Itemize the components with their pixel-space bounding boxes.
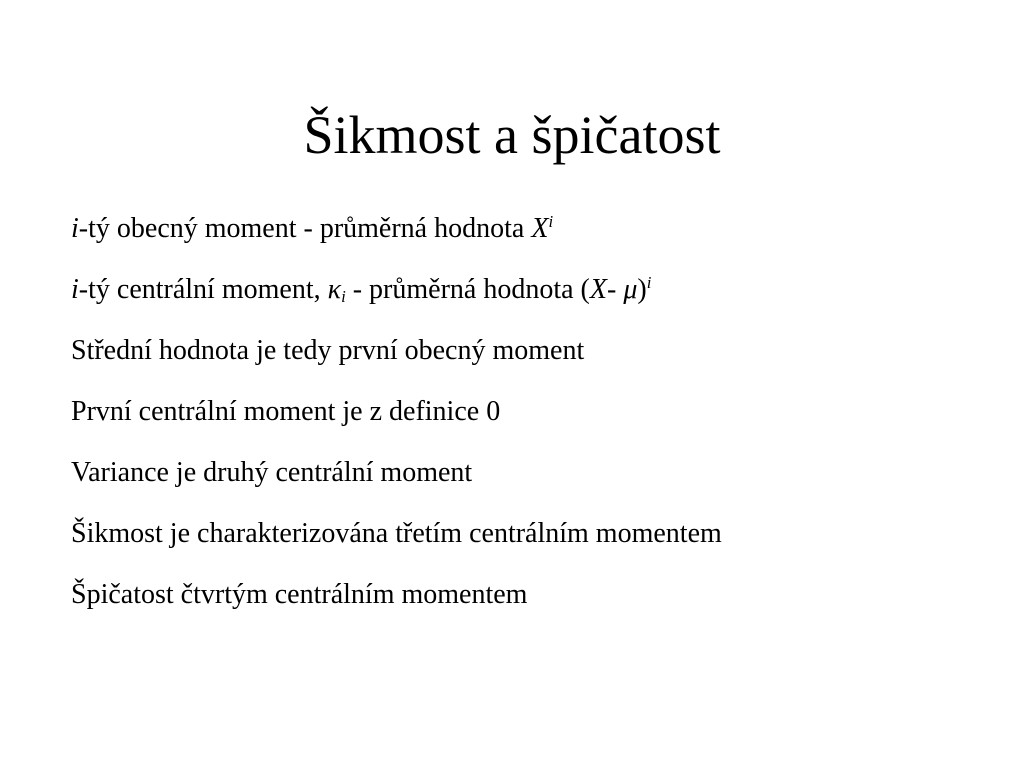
var-i: i xyxy=(71,213,79,244)
subscript-i: i xyxy=(341,287,346,307)
line-general-moment xyxy=(71,212,971,246)
text: -tý obecný moment - průměrná hodnota xyxy=(78,213,532,244)
text: ) xyxy=(637,274,647,305)
kappa-symbol: κ xyxy=(327,274,342,305)
var-x: X xyxy=(531,213,549,244)
slide-title: Šikmost a špičatost xyxy=(303,105,721,165)
line-mean: Střední hodnota je tedy první obecný moment xyxy=(71,335,585,366)
text: -tý centrální moment, xyxy=(78,274,328,305)
text: - průměrná hodnota ( xyxy=(345,274,590,305)
slide-body xyxy=(71,212,971,639)
text: - xyxy=(606,274,624,305)
line-skewness: Šikmost je charakterizována třetím centrálním momentem xyxy=(71,518,722,549)
var-x: X xyxy=(589,274,607,305)
superscript-i: i xyxy=(646,272,652,292)
var-i: i xyxy=(71,274,79,305)
mu-symbol: μ xyxy=(623,274,638,305)
line-kurtosis: Špičatost čtvrtým centrálním momentem xyxy=(71,579,528,610)
line-central-moment xyxy=(71,273,971,307)
line-first-central: První centrální moment je z definice 0 xyxy=(71,396,501,427)
line-variance: Variance je druhý centrální moment xyxy=(71,457,473,488)
superscript-i: i xyxy=(548,211,554,231)
